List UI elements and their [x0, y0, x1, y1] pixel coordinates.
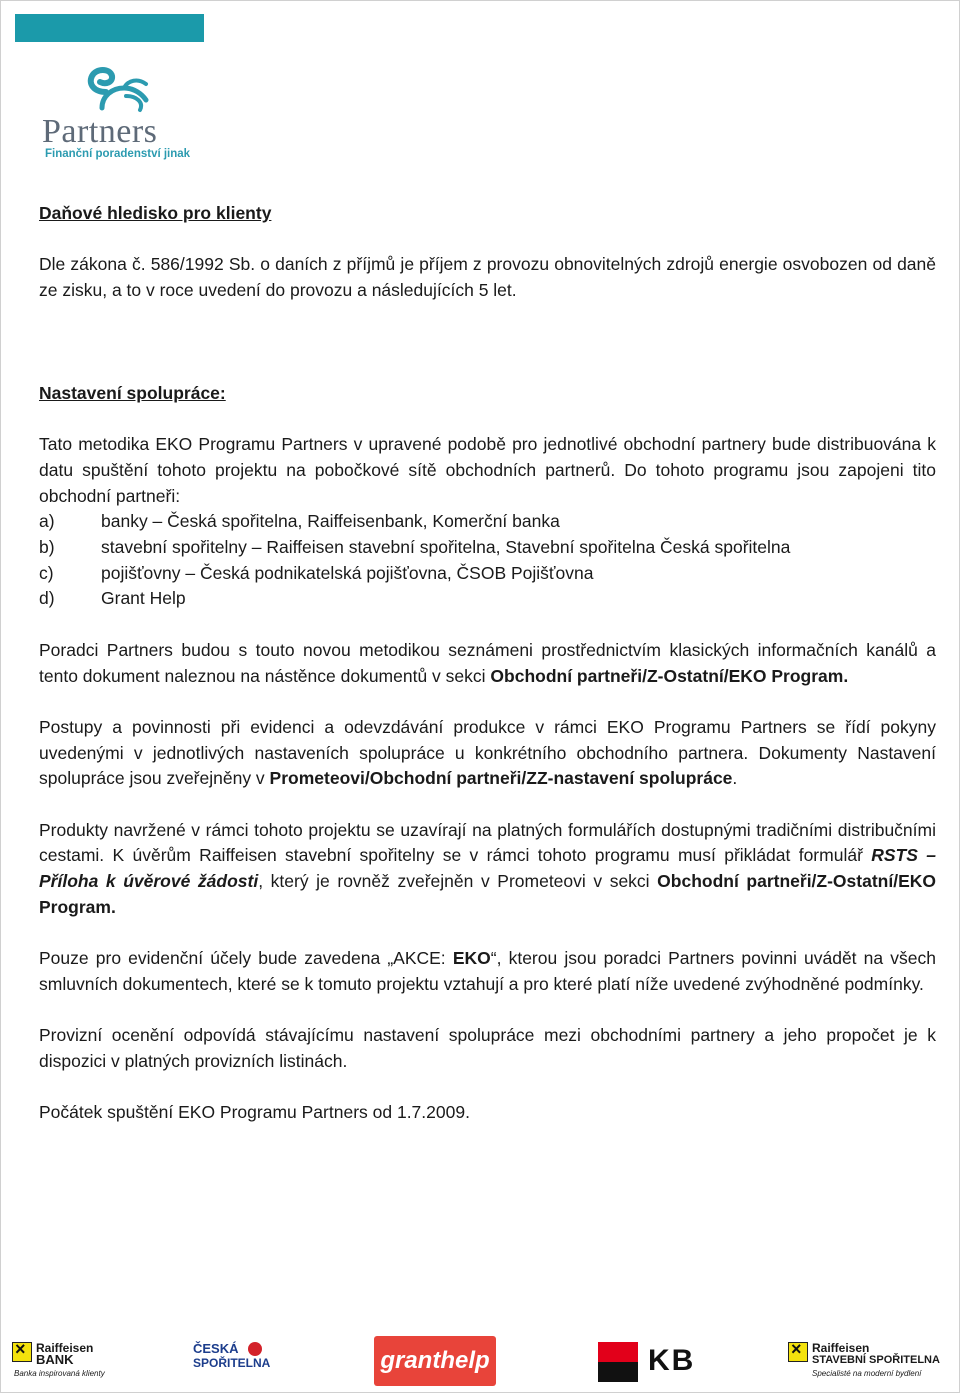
logo-tagline: Finanční poradenství jinak [45, 148, 191, 160]
list-item [39, 586, 936, 612]
raiffeisen-cross-icon [12, 1342, 32, 1362]
action-code: EKO [452, 948, 491, 969]
document-body [39, 201, 936, 1126]
raiffeisen-stavebni-logo: × Raiffeisen STAVEBNÍ SPOŘITELNA Specialisté na moderní bydlení [788, 1342, 953, 1362]
commission-paragraph: Provizní ocenění odpovídá stávajícímu nastavení spolupráce mezi obchodními partnery a jeho propočet je k dispozici v platných provizních listinách. [39, 1025, 936, 1071]
start-date-paragraph: Počátek spuštění EKO Programu Partners od 1.7.2009. [39, 1102, 470, 1123]
list-text: pojišťovny – Česká podnikatelská pojišťovna, ČSOB Pojišťovna [101, 562, 594, 583]
list-text: Grant Help [101, 588, 186, 609]
tax-heading: Daňové hledisko pro klienty [39, 203, 272, 223]
list-marker: d) [39, 588, 55, 609]
list-text: banky – Česká spořitelna, Raiffeisenbank, Komerční banka [101, 511, 560, 532]
products-paragraph: Produkty navržené v rámci tohoto projektu se uzavírají na platných formulářích dostupnými tradičními distribučními cestami. K úvěrům Raiffeisen stavební spořitelny se v rámci tohoto programu musí přikládat formulář RSTS – Příloha k úvěrové žádosti, který je rovněž zveřejněn v Prometeovi v sekci Obchodní partneři/Z-Ostatní/EKO Program. [39, 819, 936, 917]
kb-logo: KB [598, 1342, 718, 1382]
prometeus-path: Prometeovi/Obchodní partneři/ZZ-nastavení spolupráce [269, 768, 733, 789]
kb-square-icon [598, 1362, 638, 1382]
tax-paragraph: Dle zákona č. 586/1992 Sb. o daních z příjmů je příjem z provozu obnovitelných zdrojů energie osvobozen od daně ze zisku, a to v roce uvedení do provozu a následujících 5 let. [39, 254, 936, 301]
raiffeisen-bank-logo: × Raiffeisen BANK Banka inspirovaná klienty [12, 1342, 112, 1362]
list-marker: c) [39, 562, 54, 583]
list-marker: a) [39, 511, 55, 532]
form-name: RSTS – Příloha k úvěrové žádosti [39, 845, 936, 892]
list-marker: b) [39, 537, 55, 557]
list-item [39, 509, 936, 535]
advisors-paragraph: Poradci Partners budou s touto novou metodikou seznámeni prostřednictvím klasických informačních kanálů a tento dokument naleznou na nástěnce dokumentů v sekci Obchodní partneři/Z-Ostatní/EKO Program. [39, 639, 936, 686]
raiffeisen-cross-icon [788, 1342, 808, 1362]
partner-list [39, 509, 936, 612]
section-path: Obchodní partneři/Z-Ostatní/EKO Program. [490, 665, 849, 686]
partner-logos-footer [0, 1330, 960, 1390]
granthelp-logo: granthelp [374, 1336, 496, 1386]
partners-logo [40, 66, 191, 166]
cooperation-intro: Tato metodika EKO Programu Partners v upravené podobě pro jednotlivé obchodní partnery bude distribuována k datu spuštění tohoto projektu na pobočkové sítě obchodních partnerů. Do tohoto programu jsou zapojeni tito obchodní partneři: [39, 434, 936, 506]
list-text: stavební spořitelny – Raiffeisen stavební spořitelna, Stavební spořitelna Česká spořitelna [101, 537, 791, 557]
list-item [39, 535, 936, 561]
partners-emblem-icon [40, 66, 180, 116]
action-paragraph: Pouze pro evidenční účely bude zavedena „AKCE: EKO“, kterou jsou poradci Partners povinni uvádět na všech smluvních dokumentech, které se k tomuto projektu vztahují a pro které platí níže uvedené zvýhodněné podmínky. [39, 948, 936, 994]
logo-wordmark: Partners [42, 113, 158, 150]
ceska-sporitelna-logo: ČESKÁ SPOŘITELNA [193, 1341, 271, 1370]
list-item [39, 561, 936, 587]
kb-square-icon [598, 1342, 638, 1362]
ceska-sporitelna-emblem-icon [248, 1342, 262, 1356]
procedures-paragraph: Postupy a povinnosti při evidenci a odevzdávání produkce v rámci EKO Programu Partners se řídí pokyny uvedenými v jednotlivých nastaveních spolupráce u konkrétního obchodního partnera. Dokumenty Nastavení spolupráce jsou zveřejněny v Prometeovi/Obchodní partneři/ZZ-nastavení spolupráce. [39, 716, 936, 789]
section-path: Obchodní partneři/Z-Ostatní/EKO Program. [39, 871, 936, 917]
header-accent-bar [15, 14, 204, 42]
cooperation-heading: Nastavení spolupráce: [39, 382, 226, 403]
